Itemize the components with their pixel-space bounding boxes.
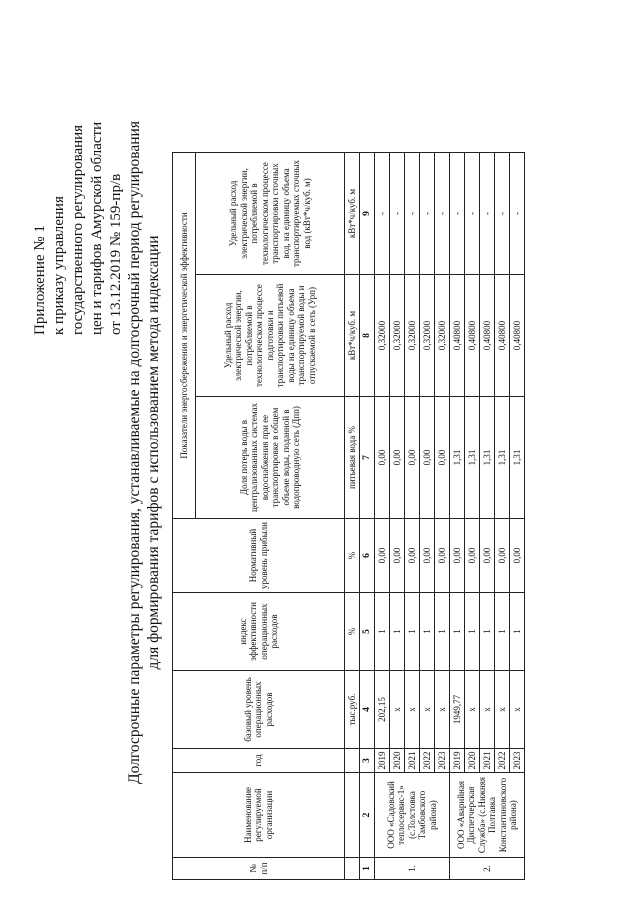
column-number: 2 [360, 773, 375, 858]
table-row [495, 153, 510, 880]
org-name: ООО «Аварийная Диспетчерская Служба» (с.Нижняя Полтавка Константиновского района) [450, 773, 525, 858]
cell-base: х [390, 671, 405, 749]
cell-profit: 0,00 [465, 519, 480, 593]
cell-base: х [465, 671, 480, 749]
cell-loss: 1,31 [510, 397, 525, 519]
column-number: 9 [360, 153, 375, 275]
header-base-costs: базовый уровень операционных расходов [173, 671, 345, 749]
appendix-line: государственного регулирования [70, 124, 86, 335]
org-name: ООО «Садовский теплосервис-1» (с.Толстовка Тамбовского района) [375, 773, 450, 858]
table-row [450, 153, 465, 880]
unit-cell [345, 749, 360, 773]
cell-urw: - [405, 153, 420, 275]
cell-year: 2020 [390, 749, 405, 773]
cell-ure: 0,32000 [435, 275, 450, 397]
cell-base: 1949,77 [450, 671, 465, 749]
unit-base: тыс.руб. [345, 671, 360, 749]
cell-urw: - [375, 153, 390, 275]
cell-loss: 0,00 [405, 397, 420, 519]
cell-index: 1 [465, 593, 480, 671]
cell-index: 1 [375, 593, 390, 671]
header-energy-water: Удельный расход электрической энергии, потребляемой в технологическом процессе подготовки и транспортировки питьевой воды на единицу объема транспортируемой воды и отпускаемой в сеть (Урп) [196, 275, 345, 397]
column-number: 8 [360, 275, 375, 397]
cell-urw: - [480, 153, 495, 275]
title-line: для формирования тарифов с использованием метода индексации [145, 235, 162, 670]
cell-year: 2021 [480, 749, 495, 773]
cell-index: 1 [480, 593, 495, 671]
parameters-table [172, 152, 525, 880]
appendix-line: Приложение № 1 [32, 225, 48, 335]
cell-base: х [420, 671, 435, 749]
column-number: 5 [360, 593, 375, 671]
header-water-loss: Доля потерь воды в централизованных системах водоснабжения при ее транспортировке в общем объеме воды, поданной в водопроводную сеть (Дпп) [196, 397, 345, 519]
cell-profit: 0,00 [405, 519, 420, 593]
unit-cell [345, 773, 360, 858]
appendix-line: от 13.12.2019 № 159-пр/в [108, 173, 124, 335]
header-num: № п/п [173, 858, 345, 880]
header-year: год [173, 749, 345, 773]
table-row [390, 153, 405, 880]
column-number: 1 [360, 858, 375, 880]
cell-year: 2023 [435, 749, 450, 773]
cell-ure: 0,40800 [495, 275, 510, 397]
cell-index: 1 [390, 593, 405, 671]
cell-profit: 0,00 [420, 519, 435, 593]
unit-urw: кВт*ч/куб. м [345, 153, 360, 275]
rotated-landscape-content [25, 25, 615, 880]
cell-loss: 1,31 [480, 397, 495, 519]
cell-loss: 0,00 [435, 397, 450, 519]
column-number: 4 [360, 671, 375, 749]
column-number: 7 [360, 397, 375, 519]
table-row [435, 153, 450, 880]
cell-ure: 0,32000 [420, 275, 435, 397]
cell-profit: 0,00 [435, 519, 450, 593]
org-number: 1. [375, 858, 450, 880]
title-line: Долгосрочные параметры регулирования, устанавливаемые на долгосрочный период регулирования [126, 121, 143, 784]
cell-profit: 0,00 [375, 519, 390, 593]
cell-index: 1 [450, 593, 465, 671]
column-number: 3 [360, 749, 375, 773]
cell-index: 1 [405, 593, 420, 671]
cell-base: 202,15 [375, 671, 390, 749]
appendix-line: к приказу управления [51, 196, 67, 335]
unit-loss: питьевая вода % [345, 397, 360, 519]
cell-profit: 0,00 [495, 519, 510, 593]
cell-year: 2019 [375, 749, 390, 773]
unit-index: % [345, 593, 360, 671]
cell-urw: - [495, 153, 510, 275]
header-energy-wastewater: Удельный расход электрической энергии, потребляемой в технологическом процессе транспортировки сточных вод, на единицу объема транспортируемых сточных вод (кВт*ч/куб. м) [196, 153, 345, 275]
cell-index: 1 [420, 593, 435, 671]
table-row [420, 153, 435, 880]
cell-loss: 0,00 [420, 397, 435, 519]
cell-loss: 0,00 [390, 397, 405, 519]
cell-ure: 0,40800 [450, 275, 465, 397]
header-org: Наименование регулируемой организации [173, 773, 345, 858]
cell-urw: - [450, 153, 465, 275]
cell-urw: - [390, 153, 405, 275]
table-row [405, 153, 420, 880]
table-row [375, 153, 390, 880]
cell-ure: 0,32000 [375, 275, 390, 397]
cell-urw: - [435, 153, 450, 275]
cell-profit: 0,00 [450, 519, 465, 593]
cell-year: 2019 [450, 749, 465, 773]
header-profit-level: Нормативный уровень прибыли [173, 519, 345, 593]
org-number: 2. [450, 858, 525, 880]
cell-loss: 1,31 [495, 397, 510, 519]
header-efficiency-index: индекс эффективности операционных расходов [173, 593, 345, 671]
cell-profit: 0,00 [390, 519, 405, 593]
cell-ure: 0,32000 [390, 275, 405, 397]
unit-profit: % [345, 519, 360, 593]
appendix-line: цен и тарифов Амурской области [89, 121, 105, 335]
unit-ure: кВт*ч/куб. м [345, 275, 360, 397]
cell-profit: 0,00 [480, 519, 495, 593]
cell-year: 2022 [495, 749, 510, 773]
cell-year: 2023 [510, 749, 525, 773]
table-row [480, 153, 495, 880]
cell-index: 1 [495, 593, 510, 671]
cell-base: х [405, 671, 420, 749]
unit-cell [345, 858, 360, 880]
cell-base: х [435, 671, 450, 749]
header-energy-group: Показатели энергосбережения и энергетической эффективности [173, 153, 196, 519]
cell-base: х [480, 671, 495, 749]
document-title [125, 25, 163, 880]
cell-year: 2020 [465, 749, 480, 773]
appendix-block [31, 35, 126, 335]
cell-index: 1 [435, 593, 450, 671]
cell-ure: 0,40800 [480, 275, 495, 397]
cell-ure: 0,32000 [405, 275, 420, 397]
cell-profit: 0,00 [510, 519, 525, 593]
cell-urw: - [510, 153, 525, 275]
column-number: 6 [360, 519, 375, 593]
cell-urw: - [420, 153, 435, 275]
table-row [510, 153, 525, 880]
cell-base: х [495, 671, 510, 749]
cell-loss: 1,31 [450, 397, 465, 519]
cell-base: х [510, 671, 525, 749]
cell-urw: - [465, 153, 480, 275]
cell-year: 2021 [405, 749, 420, 773]
cell-ure: 0,40800 [465, 275, 480, 397]
cell-loss: 1,31 [465, 397, 480, 519]
cell-year: 2022 [420, 749, 435, 773]
cell-ure: 0,40800 [510, 275, 525, 397]
cell-loss: 0,00 [375, 397, 390, 519]
cell-index: 1 [510, 593, 525, 671]
table-row [465, 153, 480, 880]
